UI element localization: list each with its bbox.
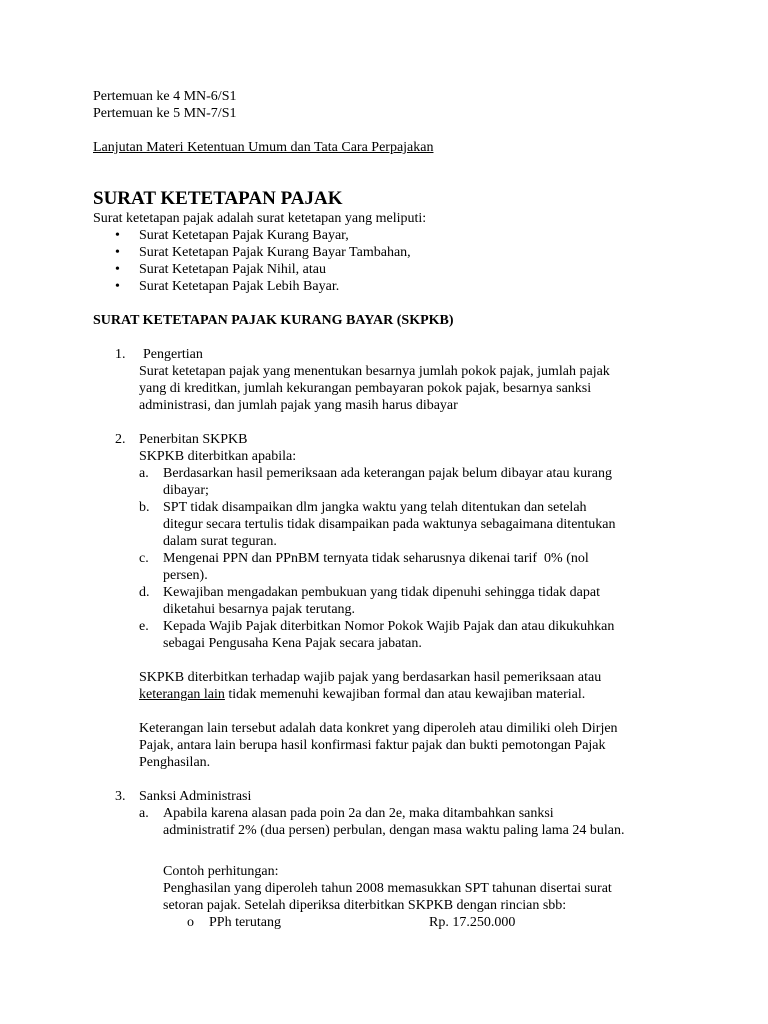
list-item: e. Kepada Wajib Pajak diterbitkan Nomor Pokok Wajib Pajak dan atau dikukuhkan sebagai Pengusaha Kena Pajak secara jabatan. xyxy=(139,619,615,651)
list-item: • Surat Ketetapan Pajak Nihil, atau xyxy=(115,262,326,277)
example-heading: Contoh perhitungan: xyxy=(163,864,279,879)
bullet-icon: • xyxy=(115,228,120,243)
section-intro: Surat ketetapan pajak adalah surat ketetapan yang meliputi: xyxy=(93,211,427,226)
list-item: • Surat Ketetapan Pajak Kurang Bayar, xyxy=(115,228,349,243)
list-item: b. SPT tidak disampaikan dlm jangka waktu yang telah ditentukan dan setelah ditegur secara tertulis tidak disampaikan pada waktunya sebagaimana ditentukan dalam surat teguran. xyxy=(139,500,616,549)
numbered-heading-penerbitan: 2. Penerbitan SKPKB xyxy=(115,432,248,447)
numbered-heading-pengertian: 1. Pengertian xyxy=(115,347,203,362)
numbered-heading-sanksi: 3. Sanksi Administrasi xyxy=(115,789,252,804)
list-item: a. Apabila karena alasan pada poin 2a dan 2e, maka ditambahkan sanksi administratif 2% (dua persen) perbulan, dengan masa waktu paling lama 24 bulan. xyxy=(139,806,625,838)
list-item: d. Kewajiban mengadakan pembukuan yang tidak dipenuhi sehingga tidak dapat diketahui besarnya pajak terutang. xyxy=(139,585,600,617)
list-item: c. Mengenai PPN dan PPnBM ternyata tidak seharusnya dikenai tarif 0% (nol persen). xyxy=(139,551,589,583)
issuance-intro: SKPKB diterbitkan apabila: xyxy=(139,449,297,464)
keterangan-paragraph: Keterangan lain tersebut adalah data konkret yang diperoleh atau dimiliki oleh Dirjen Pajak, antara lain berupa hasil konfirmasi faktur pajak dan bukti pemotongan Pajak Penghasilan. xyxy=(139,721,618,770)
bullet-icon: • xyxy=(115,279,120,294)
underlined-term: keterangan lain xyxy=(139,687,225,702)
topic-heading: Lanjutan Materi Ketentuan Umum dan Tata Cara Perpajakan xyxy=(93,140,434,155)
meeting-line-1: Pertemuan ke 4 MN-6/S1 xyxy=(93,89,237,104)
bullet-list xyxy=(93,227,693,295)
calc-amount: Rp. 17.250.000 xyxy=(429,915,516,930)
section-title-skp: SURAT KETETAPAN PAJAK xyxy=(93,188,343,209)
document-page xyxy=(93,88,693,931)
calc-label: PPh terutang xyxy=(209,915,281,930)
meeting-line-2: Pertemuan ke 5 MN-7/S1 xyxy=(93,106,237,121)
calculation-row xyxy=(93,914,693,931)
bullet-icon: • xyxy=(115,245,120,260)
skpkb-paragraph: SKPKB diterbitkan terhadap wajib pajak yang berdasarkan hasil pemeriksaan atau keterangan lain tidak memenuhi kewajiban formal dan atau kewajiban material. xyxy=(139,670,602,702)
example-block: Contoh perhitungan: Penghasilan yang diperoleh tahun 2008 memasukkan SPT tahunan disertai surat setoran pajak. Setelah diperiksa diterbitkan SKPKB dengan rincian sbb: xyxy=(93,863,693,914)
list-item: • Surat Ketetapan Pajak Lebih Bayar. xyxy=(115,279,340,294)
bullet-icon: • xyxy=(115,262,120,277)
section-title-skpkb: SURAT KETETAPAN PAJAK KURANG BAYAR (SKPKB) xyxy=(93,313,454,328)
definition-text: Surat ketetapan pajak yang menentukan besarnya jumlah pokok pajak, jumlah pajak yang di kreditkan, jumlah kekurangan pembayaran pokok pajak, besarnya sanksi administrasi, dan jumlah pajak yang masih harus dibayar xyxy=(139,364,610,413)
list-item: a. Berdasarkan hasil pemeriksaan ada keterangan pajak belum dibayar atau kurang dibayar; xyxy=(139,466,612,498)
list-item: • Surat Ketetapan Pajak Kurang Bayar Tambahan, xyxy=(115,245,411,260)
circle-bullet-icon: o xyxy=(187,915,194,930)
